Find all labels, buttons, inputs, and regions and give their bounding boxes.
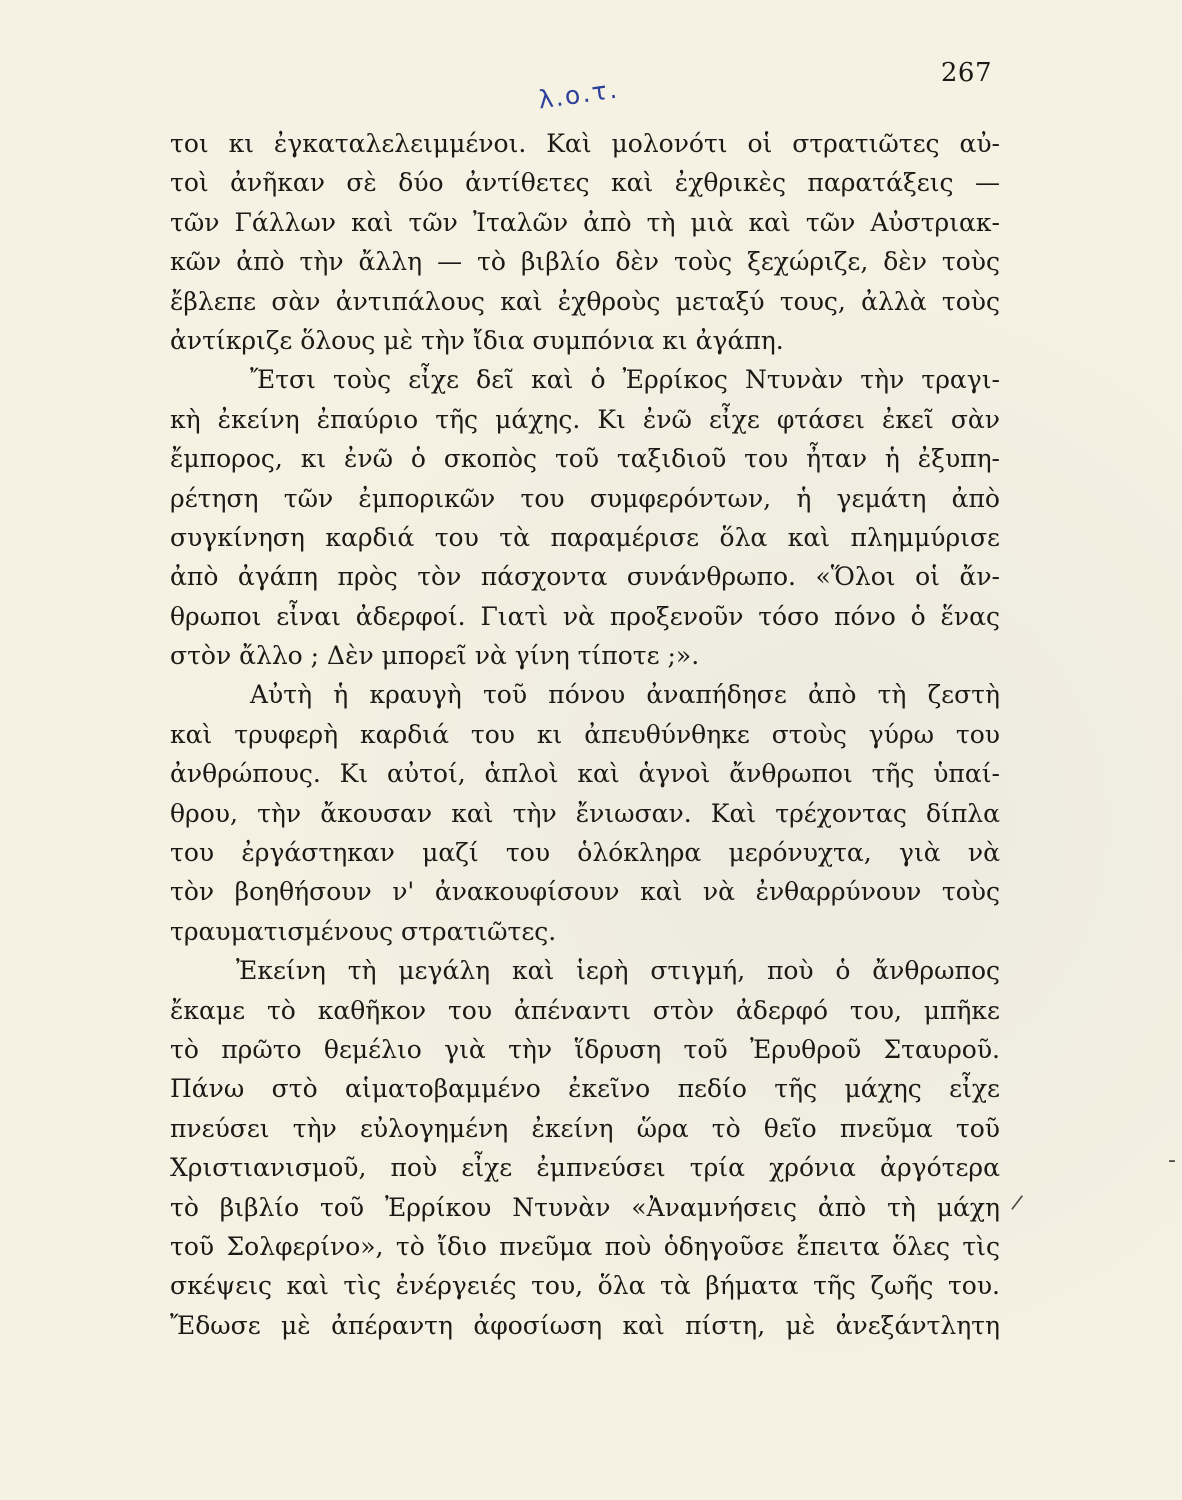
text-line: Ἔτσι τοὺς εἶχε δεῖ καὶ ὁ Ἐρρίκος Ντυνὰν τὴν τραγι-: [250, 365, 1000, 395]
text-line: ἀπὸ ἀγάπη πρὸς τὸν πάσχοντα συνάνθρωπο. «Ὅλοι οἱ ἄν-: [170, 562, 1000, 592]
margin-tick-mark: /: [1010, 1189, 1025, 1215]
text-line: καὶ τρυφερὴ καρδιά του κι ἀπευθύνθηκε στοὺς γύρω του: [170, 719, 1000, 749]
text-line: ρέτηση τῶν ἐμπορικῶν του συμφερόντων, ἡ γεμάτη ἀπὸ: [170, 483, 1000, 513]
text-line: ἔκαμε τὸ καθῆκον του ἀπέναντι στὸν ἀδερφό του, μπῆκε: [170, 995, 1000, 1025]
margin-dash-mark: -: [1168, 1148, 1176, 1173]
text-line: κὴ ἐκείνη ἐπαύριο τῆς μάχης. Κι ἐνῶ εἶχε φτάσει ἐκεῖ σὰν: [170, 404, 1000, 434]
text-line: θρωποι εἶναι ἀδερφοί. Γιατὶ νὰ προξενοῦν τόσο πόνο ὁ ἕνας: [170, 601, 1000, 631]
text-line: θρου, τὴν ἄκουσαν καὶ τὴν ἔνιωσαν. Καὶ τρέχοντας δίπλα: [170, 798, 1000, 828]
text-line: ἔβλεπε σὰν ἀντιπάλους καὶ ἐχθροὺς μεταξύ τους, ἀλλὰ τοὺς: [170, 286, 1000, 316]
page-number: 267: [940, 58, 992, 88]
text-line: Αὐτὴ ἡ κραυγὴ τοῦ πόνου ἀναπήδησε ἀπὸ τὴ ζεστὴ: [250, 680, 1000, 710]
text-line: ἀνθρώπους. Κι αὐτοί, ἁπλοὶ καὶ ἁγνοὶ ἄνθρωποι τῆς ὑπαί-: [170, 759, 1000, 789]
text-line: τὸ πρῶτο θεμέλιο γιὰ τὴν ἵδρυση τοῦ Ἐρυθροῦ Σταυροῦ.: [170, 1034, 1000, 1064]
text-line: ἀντίκριζε ὅλους μὲ τὴν ἴδια συμπόνια κι ἀγάπη.: [170, 325, 784, 355]
text-line: ἔμπορος, κι ἐνῶ ὁ σκοπὸς τοῦ ταξιδιοῦ του ἦταν ἡ ἐξυπη-: [170, 444, 1000, 474]
text-line: τῶν Γάλλων καὶ τῶν Ἰταλῶν ἀπὸ τὴ μιὰ καὶ τῶν Αὐστριακ-: [170, 207, 1000, 237]
handwritten-annotation: λ.ο.τ.: [536, 74, 621, 115]
text-line: τραυματισμένους στρατιῶτες.: [170, 916, 557, 946]
text-line: τοὶ ἀνῆκαν σὲ δύο ἀντίθετες καὶ ἐχθρικὲς παρατάξεις —: [170, 168, 1000, 198]
text-line: συγκίνηση καρδιά του τὰ παραμέρισε ὅλα καὶ πλημμύρισε: [170, 522, 1000, 552]
text-line: τὸ βιβλίο τοῦ Ἐρρίκου Ντυνὰν «Ἀναμνήσεις ἀπὸ τὴ μάχη: [170, 1192, 1000, 1222]
text-line: Ἔδωσε μὲ ἀπέραντη ἀφοσίωση καὶ πίστη, μὲ ἀνεξάντλητη: [170, 1310, 1000, 1340]
text-line: πνεύσει τὴν εὐλογημένη ἐκείνη ὥρα τὸ θεῖο πνεῦμα τοῦ: [170, 1113, 1000, 1143]
text-line: Ἐκείνη τὴ μεγάλη καὶ ἱερὴ στιγμή, ποὺ ὁ ἄνθρωπος: [236, 956, 1000, 986]
text-line: κῶν ἀπὸ τὴν ἄλλη — τὸ βιβλίο δὲν τοὺς ξεχώριζε, δὲν τοὺς: [170, 247, 1000, 277]
text-line: τὸν βοηθήσουν ν' ἀνακουφίσουν καὶ νὰ ἐνθαρρύνουν τοὺς: [170, 877, 1000, 907]
text-line: τοῦ Σολφερίνο», τὸ ἴδιο πνεῦμα ποὺ ὁδηγοῦσε ἔπειτα ὅλες τὶς: [170, 1231, 1000, 1261]
text-line: σκέψεις καὶ τὶς ἐνέργειές του, ὅλα τὰ βήματα τῆς ζωῆς του.: [170, 1271, 1000, 1301]
text-line: Πάνω στὸ αἱματοβαμμένο ἐκεῖνο πεδίο τῆς μάχης εἶχε: [170, 1074, 1000, 1104]
text-line: τοι κι ἐγκαταλελειμμένοι. Καὶ μολονότι οἱ στρατιῶτες αὐ-: [170, 129, 1000, 158]
text-line: Χριστιανισμοῦ, ποὺ εἶχε ἐμπνεύσει τρία χρόνια ἀργότερα: [170, 1153, 1000, 1183]
body-text: [170, 124, 1000, 1345]
text-line: στὸν ἄλλο ; Δὲν μπορεῖ νὰ γίνη τίποτε ;».: [170, 641, 700, 671]
text-line: του ἐργάστηκαν μαζί του ὁλόκληρα μερόνυχτα, γιὰ νὰ: [170, 838, 1000, 868]
